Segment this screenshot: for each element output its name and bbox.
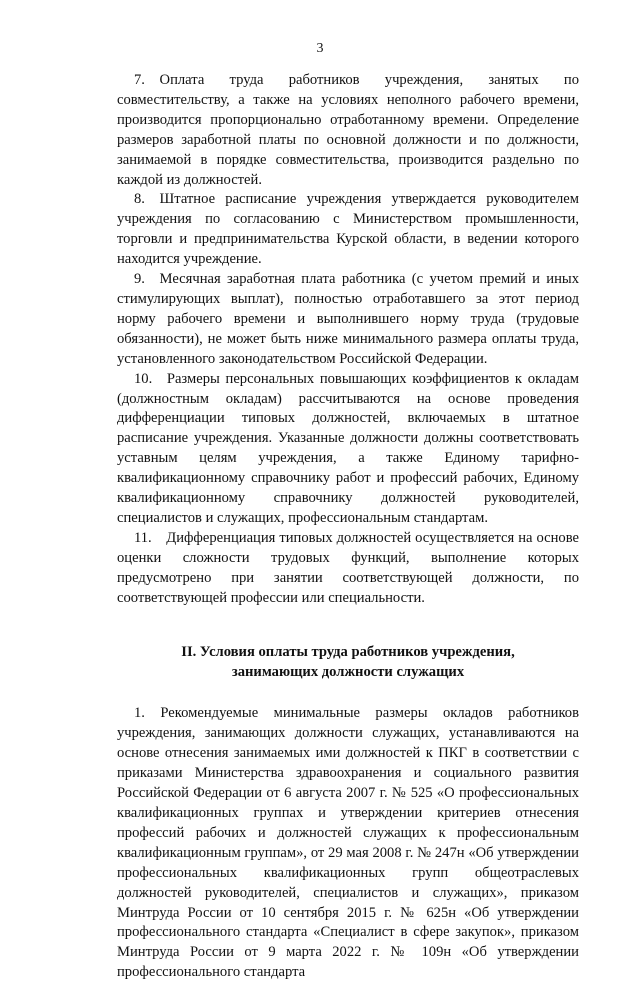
- document-body: [117, 71, 579, 983]
- paragraph-10: 10. Размеры персональных повышающих коэффициентов к окладам (должностным окладам) рассчитываются на основе проведения дифференциации типовых должностей, включаемых в штатное расписание учреждения. Указанные должности должны соответствовать уставным целям учреждения, а также Единому тарифно-квалификационному справочнику работ и профессий рабочих, Единому квалификационному справочнику должностей руководителей, специалистов и служащих, профессиональным стандартам.: [117, 370, 579, 526]
- section-heading: [117, 642, 579, 682]
- paragraph-7: 7. Оплата труда работников учреждения, занятых по совместительству, а также на условиях неполного рабочего времени, производится пропорционально отработанному времени. Определение размеров заработной платы по основной должности и по должности, занимаемой в порядке совместительства, производится раздельно по каждой из должностей.: [117, 72, 579, 188]
- paragraph-8: 8. Штатное расписание учреждения утверждается руководителем учреждения по согласованию с Министерством промышленности, торговли и предпринимательства Курской области, в ведении которого находится учреждение.: [117, 191, 579, 268]
- paragraph-9: 9. Месячная заработная плата работника (с учетом премий и иных стимулирующих выплат), полностью отработавшего за этот период норму рабочего времени и выполнившего норму труда (трудовые обязанности), не может быть ниже минимального размера оплаты труда, установленного законодательством Российской Федерации.: [117, 271, 579, 367]
- paragraph-11: 11. Дифференциация типовых должностей осуществляется на основе оценки сложности трудовых функций, выполнение которых предусмотрено при занятии соответствующей должности, по соответствующей профессии или специальности.: [117, 529, 579, 606]
- section-heading-line-1: II. Условия оплаты труда работников учреждения,: [181, 644, 515, 661]
- section-heading-line-2: занимающих должности служащих: [231, 664, 465, 681]
- section-paragraph-1: 1. Рекомендуемые минимальные размеры окладов работников учреждения, занимающих должности служащих, устанавливаются на основе отнесения занимаемых ими должностей к ПКГ в соответствии с приказами Министерства здравоохранения и социального развития Российской Федерации от 6 августа 2007 г. № 525 «О профессиональных квалификационных группах и утверждении критериев отнесения профессий рабочих и должностей служащих к профессиональным квалификационным группам», от 29 мая 2008 г. № 247н «Об утверждении профессиональных квалификационных групп общеотраслевых должностей руководителей, специалистов и служащих», приказом Минтруда России от 10 сентября 2015 г. № 625н «Об утверждении профессионального стандарта «Специалист в сфере закупок», приказом Минтруда России от 9 марта 2022 г. № 109н «Об утверждении профессионального стандарта: [117, 705, 579, 981]
- page-number: 3: [316, 41, 324, 56]
